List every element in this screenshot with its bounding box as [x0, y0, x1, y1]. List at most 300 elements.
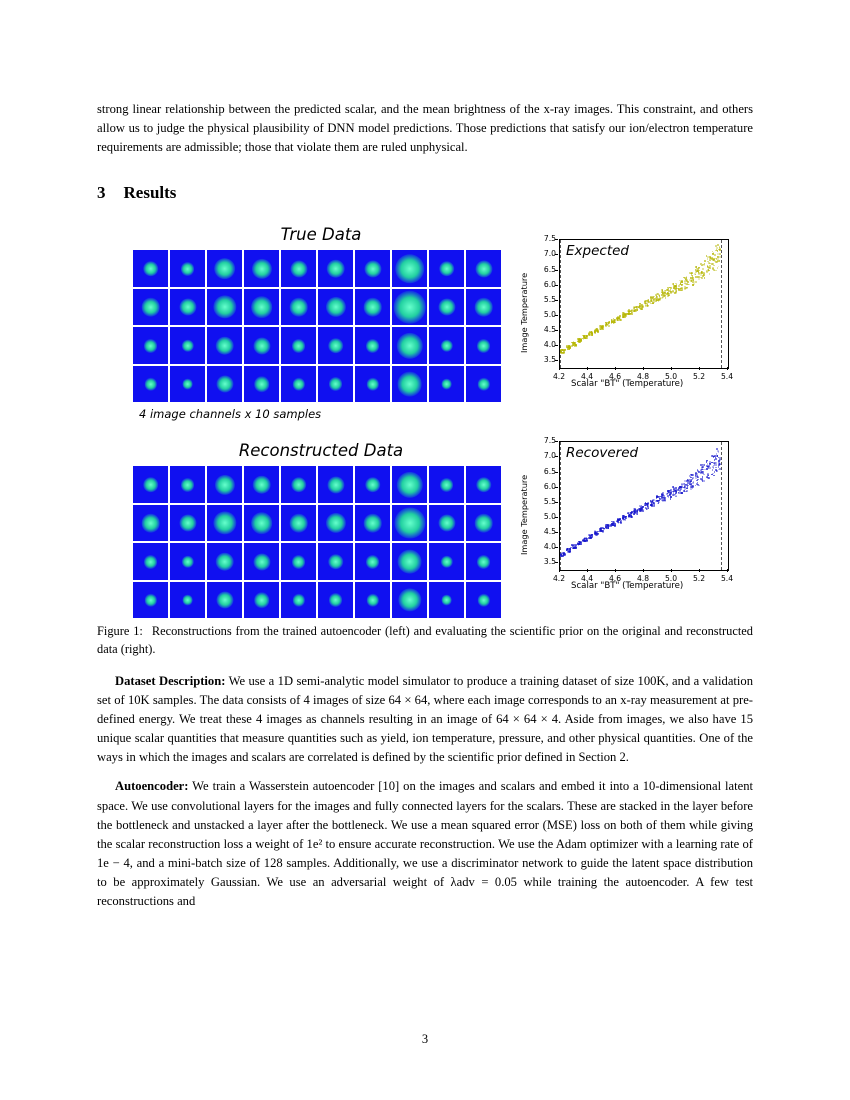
y-tick: 5.0	[543, 309, 556, 319]
blob-glow	[477, 594, 489, 606]
blob-glow	[216, 592, 233, 609]
data-point	[651, 505, 653, 507]
image-cell	[355, 582, 390, 619]
image-cell	[392, 582, 427, 619]
blob-glow	[396, 333, 422, 359]
data-point	[622, 316, 624, 318]
image-cell	[466, 327, 501, 364]
data-point	[654, 504, 656, 506]
data-point	[573, 544, 575, 546]
data-point	[709, 463, 711, 465]
data-point	[719, 468, 721, 470]
figure-caption-label: Figure 1:	[97, 624, 143, 639]
data-point	[686, 488, 688, 490]
data-point	[697, 484, 699, 486]
image-cell	[355, 366, 390, 403]
figure-caption	[97, 623, 753, 659]
blob-glow	[477, 339, 491, 353]
data-point	[689, 479, 691, 481]
blob-glow	[181, 262, 195, 276]
data-point	[641, 308, 643, 310]
data-point	[678, 285, 680, 287]
y-tickmark	[555, 487, 558, 488]
blob-glow	[363, 514, 382, 533]
image-cell	[318, 327, 353, 364]
data-point	[709, 273, 711, 275]
data-point	[591, 333, 593, 335]
image-cell	[318, 582, 353, 619]
blob-glow	[292, 555, 306, 569]
data-point	[686, 480, 688, 482]
image-cell	[466, 366, 501, 403]
blob-glow	[143, 477, 159, 493]
image-cell	[355, 466, 390, 503]
data-point	[619, 319, 621, 321]
data-point	[716, 448, 718, 450]
data-point	[701, 471, 703, 473]
y-tick: 4.0	[543, 541, 556, 551]
x-tickmark	[559, 569, 560, 572]
data-point	[581, 543, 583, 545]
blob-glow	[213, 296, 236, 319]
data-point	[692, 284, 694, 286]
y-tickmark	[555, 345, 558, 346]
y-tick: 3.5	[543, 354, 556, 364]
image-cell	[281, 366, 316, 403]
data-point	[718, 451, 720, 453]
data-point	[641, 305, 643, 307]
y-tickmark	[555, 254, 558, 255]
y-tick: 7.5	[543, 234, 556, 244]
blob-glow	[216, 376, 233, 393]
data-point	[680, 492, 682, 494]
y-tick: 7.0	[543, 249, 556, 259]
y-tick: 6.0	[543, 279, 556, 289]
data-point	[637, 513, 639, 515]
blob-glow	[326, 259, 345, 278]
y-tickmark	[555, 441, 558, 442]
x-tick: 5.4	[720, 574, 734, 584]
data-point	[697, 268, 699, 270]
image-cell	[170, 505, 205, 542]
x-axis-label-recovered: Scalar "BT" (Temperature)	[571, 581, 684, 592]
data-point	[675, 496, 677, 498]
y-tickmark	[555, 456, 558, 457]
data-point	[713, 475, 715, 477]
x-tickmark	[643, 569, 644, 572]
reference-line	[721, 442, 722, 570]
image-cell	[170, 250, 205, 287]
blob-glow	[365, 477, 381, 493]
blob-glow	[181, 555, 193, 567]
image-cell	[207, 543, 242, 580]
x-tickmark	[587, 367, 588, 370]
data-point	[586, 337, 588, 339]
image-cell	[170, 466, 205, 503]
image-cell	[429, 582, 464, 619]
data-point	[719, 253, 721, 255]
data-point	[689, 475, 691, 477]
x-tick: 4.8	[636, 574, 650, 584]
data-point	[669, 494, 671, 496]
image-cell	[466, 582, 501, 619]
data-point	[560, 554, 562, 556]
data-point	[628, 514, 630, 516]
data-point	[639, 305, 641, 307]
data-point	[673, 285, 675, 287]
data-point	[712, 469, 714, 471]
image-cell	[355, 250, 390, 287]
blob-glow	[144, 378, 156, 390]
data-point	[685, 287, 687, 289]
image-cell	[207, 250, 242, 287]
data-point	[685, 491, 687, 493]
data-point	[717, 455, 719, 457]
blob-glow	[292, 339, 306, 353]
y-tick: 6.5	[543, 466, 556, 476]
x-tickmark	[559, 367, 560, 370]
data-point	[712, 455, 714, 457]
data-point	[670, 293, 672, 295]
data-point	[698, 278, 700, 280]
y-tickmark	[555, 300, 558, 301]
data-point	[680, 283, 682, 285]
data-point	[707, 477, 709, 479]
blob-glow	[328, 554, 344, 570]
data-point	[719, 248, 721, 250]
data-point	[662, 500, 664, 502]
figure-1	[97, 225, 753, 605]
blob-glow	[252, 475, 271, 494]
image-cell	[392, 250, 427, 287]
data-point	[580, 339, 582, 341]
image-cell	[429, 466, 464, 503]
x-tick: 5.4	[720, 372, 734, 382]
image-cell	[318, 289, 353, 326]
data-point	[664, 499, 666, 501]
y-tick: 6.0	[543, 481, 556, 491]
data-point	[642, 506, 644, 508]
page-number: 3	[421, 1032, 429, 1046]
y-tick-labels-recovered	[527, 435, 556, 575]
data-point	[703, 274, 705, 276]
image-cell	[170, 366, 205, 403]
true-data-image-grid	[133, 250, 501, 402]
blob-glow	[144, 594, 156, 606]
true-data-title: True Data	[280, 225, 362, 245]
image-cell	[466, 505, 501, 542]
blob-glow	[254, 376, 270, 392]
data-point	[704, 260, 706, 262]
image-cell	[466, 250, 501, 287]
blob-glow	[253, 553, 270, 570]
image-cell	[466, 543, 501, 580]
blob-glow	[438, 515, 455, 532]
blob-glow	[439, 261, 455, 277]
blob-glow	[182, 379, 193, 390]
data-point	[707, 474, 709, 476]
y-tickmark	[555, 532, 558, 533]
data-point	[708, 267, 710, 269]
image-cell	[392, 366, 427, 403]
image-cell	[133, 327, 168, 364]
blob-glow	[251, 296, 273, 318]
x-tick: 4.8	[636, 372, 650, 382]
blob-glow	[290, 260, 307, 277]
data-point	[658, 300, 660, 302]
image-cell	[244, 327, 279, 364]
image-cell	[244, 366, 279, 403]
y-tickmark	[555, 360, 558, 361]
data-point	[704, 464, 706, 466]
data-point	[577, 543, 579, 545]
data-point	[704, 277, 706, 279]
image-cell	[281, 582, 316, 619]
data-point	[613, 522, 615, 524]
intro-paragraph: strong linear relationship between the predicted scalar, and the mean brightness of the x-ray images. This constraint, and others allow us to judge the physical plausibility of DNN model predictions. Those predictions that satisfy our ion/electron temperature requirements are admissible; those that violate them are ruled unphysical.	[97, 102, 753, 155]
blob-glow	[144, 555, 158, 569]
image-cell	[429, 543, 464, 580]
section-number: 3	[97, 183, 106, 203]
image-cell	[170, 582, 205, 619]
data-point	[665, 297, 667, 299]
blob-glow	[292, 378, 304, 390]
figure-right-panels	[515, 233, 743, 613]
image-cell	[392, 466, 427, 503]
plot-title-recovered: Recovered	[566, 445, 639, 462]
data-point	[695, 477, 697, 479]
blob-glow	[441, 379, 452, 390]
data-point	[713, 265, 715, 267]
data-point	[634, 309, 636, 311]
blob-glow	[364, 260, 381, 277]
image-cell	[244, 505, 279, 542]
data-point	[712, 466, 714, 468]
blob-glow	[214, 258, 236, 280]
blob-glow	[179, 299, 196, 316]
data-point	[681, 281, 683, 283]
data-point	[715, 469, 717, 471]
image-cell	[466, 289, 501, 326]
image-cell	[429, 366, 464, 403]
y-tickmark	[555, 285, 558, 286]
data-point	[709, 260, 711, 262]
blob-glow	[181, 478, 195, 492]
data-point	[650, 501, 652, 503]
image-cell	[281, 250, 316, 287]
blob-glow	[397, 549, 422, 574]
blob-glow	[329, 593, 343, 607]
data-point	[672, 486, 674, 488]
x-tick: 4.4	[580, 372, 594, 382]
blob-glow	[393, 291, 426, 324]
data-point	[702, 466, 704, 468]
blob-glow	[214, 475, 234, 495]
image-cell	[207, 327, 242, 364]
data-point	[606, 322, 608, 324]
data-point	[655, 298, 657, 300]
paragraph-text-autoencoder: We train a Wasserstein autoencoder [10] on the images and scalars and embed it into a 10-dimensional latent space. We use convolutional layers for the images and fully connected layers for the scalars. These are stacked in the layer before the bottleneck and unstacked a layer after the bottleneck. We use a mean squared error (MSE) loss on both of them while giving the scalar reconstruction loss a weight of 1e² to ensure accurate reconstruction. We use the Adam optimizer with a learning rate of 1e − 4, and a mini-batch size of 128 samples. Additionally, we use a discriminator network to guide the latent space distribution to be approximately Gaussian. We use an adversarial weight of λadv = 0.05 while training the autoencoder. A few test reconstructions and	[97, 779, 753, 909]
data-point	[701, 277, 703, 279]
blob-glow	[289, 514, 308, 533]
image-cell	[207, 366, 242, 403]
image-cell	[318, 466, 353, 503]
y-tick-labels-expected	[527, 233, 556, 373]
y-tick: 4.0	[543, 339, 556, 349]
image-cell	[466, 466, 501, 503]
blob-glow	[141, 298, 160, 317]
data-point	[673, 488, 675, 490]
image-cell	[133, 505, 168, 542]
data-point	[711, 257, 713, 259]
x-axis-label-expected: Scalar "BT" (Temperature)	[571, 379, 684, 390]
image-cell	[207, 289, 242, 326]
data-point	[591, 335, 593, 337]
paragraph-autoencoder	[97, 777, 753, 911]
image-cell	[244, 466, 279, 503]
data-point	[696, 480, 698, 482]
data-point	[663, 495, 665, 497]
data-point	[563, 352, 565, 354]
blob-glow	[366, 555, 380, 569]
blob-glow	[395, 254, 424, 283]
x-tickmark	[587, 569, 588, 572]
x-tick: 4.2	[552, 372, 566, 382]
blob-glow	[254, 592, 270, 608]
data-point	[633, 508, 635, 510]
data-point	[566, 548, 568, 550]
data-point	[625, 516, 627, 518]
y-tickmark	[555, 547, 558, 548]
image-cell	[244, 582, 279, 619]
y-tickmark	[555, 472, 558, 473]
data-point	[704, 263, 706, 265]
x-tickmark	[671, 569, 672, 572]
data-point	[670, 491, 672, 493]
figure-caption-text: Reconstructions from the trained autoencoder (left) and evaluating the scientific prior on the original and reconstructed data (right).	[97, 624, 753, 657]
blob-glow	[440, 339, 452, 351]
reconstructed-data-image-grid	[133, 466, 501, 618]
data-point	[715, 467, 717, 469]
image-cell	[392, 327, 427, 364]
data-point	[689, 284, 691, 286]
image-cell	[392, 543, 427, 580]
data-point	[696, 281, 698, 283]
x-tick: 5.0	[664, 574, 678, 584]
scatter-plot-recovered	[515, 435, 743, 613]
section-heading	[97, 183, 753, 203]
data-point	[715, 464, 717, 466]
image-cell	[392, 289, 427, 326]
data-point	[602, 326, 604, 328]
x-tickmark	[727, 569, 728, 572]
data-point	[715, 270, 717, 272]
y-axis-label-expected: Image Temperature	[519, 273, 529, 354]
data-point	[679, 488, 681, 490]
data-point	[614, 524, 616, 526]
data-point	[582, 539, 584, 541]
data-point	[696, 270, 698, 272]
image-cell	[244, 543, 279, 580]
data-point	[674, 293, 676, 295]
blob-glow	[440, 555, 452, 567]
y-tickmark	[555, 517, 558, 518]
image-cell	[244, 289, 279, 326]
image-cell	[355, 327, 390, 364]
x-tickmark	[699, 569, 700, 572]
image-cell	[133, 289, 168, 326]
blob-glow	[474, 298, 493, 317]
blob-glow	[441, 595, 452, 606]
x-tickmark	[671, 367, 672, 370]
data-point	[653, 502, 655, 504]
image-cell	[281, 505, 316, 542]
blob-glow	[215, 552, 234, 571]
image-cell	[170, 289, 205, 326]
data-point	[692, 488, 694, 490]
data-point	[708, 262, 710, 264]
image-cell	[170, 543, 205, 580]
data-point	[712, 268, 714, 270]
data-point	[681, 284, 683, 286]
blob-glow	[440, 478, 454, 492]
blob-glow	[477, 555, 491, 569]
y-tick: 6.5	[543, 264, 556, 274]
blob-glow	[251, 259, 271, 279]
data-point	[719, 256, 721, 258]
blob-glow	[213, 512, 236, 535]
y-tick: 4.5	[543, 324, 556, 334]
y-tick: 5.0	[543, 511, 556, 521]
image-cell	[133, 366, 168, 403]
image-cell	[133, 250, 168, 287]
image-cell	[207, 466, 242, 503]
data-point	[670, 496, 672, 498]
data-point	[670, 289, 672, 291]
y-tickmark	[555, 315, 558, 316]
y-tick: 7.0	[543, 451, 556, 461]
blob-glow	[215, 336, 234, 355]
blob-glow	[292, 594, 304, 606]
data-point	[606, 528, 608, 530]
image-cell	[318, 250, 353, 287]
blob-glow	[182, 595, 193, 606]
blob-glow	[366, 378, 378, 390]
x-tick: 5.2	[692, 372, 706, 382]
image-cell	[318, 543, 353, 580]
blob-glow	[329, 377, 343, 391]
data-point	[625, 315, 627, 317]
reconstructed-data-title: Reconstructed Data	[238, 441, 404, 461]
x-tick: 4.2	[552, 574, 566, 584]
data-point	[670, 498, 672, 500]
blob-glow	[253, 337, 270, 354]
data-point	[717, 256, 719, 258]
image-cell	[133, 466, 168, 503]
x-tickmark	[615, 569, 616, 572]
blob-glow	[289, 298, 308, 317]
image-cell	[281, 543, 316, 580]
page-content	[97, 100, 753, 911]
body-paragraphs	[97, 672, 753, 912]
data-point	[717, 267, 719, 269]
data-point	[670, 287, 672, 289]
blob-glow	[394, 508, 425, 539]
blob-glow	[328, 338, 344, 354]
paragraph-lead-dataset: Dataset Description:	[115, 673, 226, 688]
blob-glow	[474, 514, 493, 533]
image-cell	[429, 505, 464, 542]
